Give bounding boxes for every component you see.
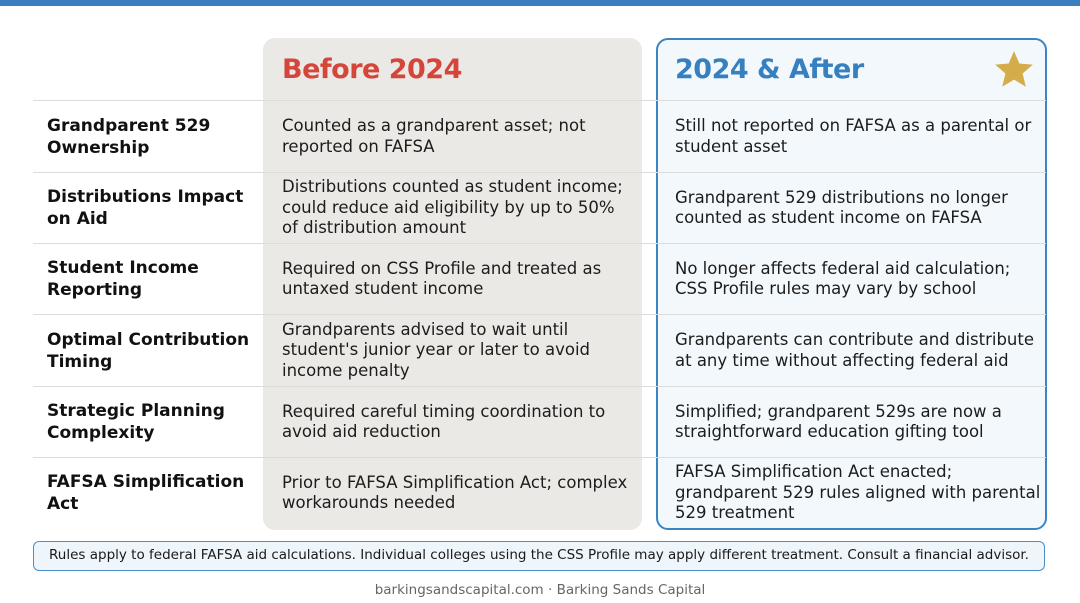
footer-attribution: barkingsandscapital.com · Barking Sands Capital [374,582,706,598]
before-cell-fafsa-simplification-act: Prior to FAFSA Simplification Act; complex workarounds needed [282,472,628,512]
row-label-distributions-impact: Distributions Impact on Aid [47,187,244,229]
before-cell-optimal-contribution-timing: Grandparents advised to wait until student's junior year or later to avoid income penalty [282,319,591,380]
top-accent-bar [0,0,1080,6]
before-cell-distributions-impact: Distributions counted as student income; could reduce aid eligibility by up to 50% of distribution amount [282,177,623,238]
row-label-optimal-contribution-timing: Optimal Contribution Timing [47,329,250,372]
after-cell-distributions-impact: Grandparent 529 distributions no longer counted as student income on FAFSA [675,187,1008,227]
row-label-grandparent-529-ownership: Grandparent 529 Ownership [47,115,211,158]
row-label-strategic-planning-complexity: Strategic Planning Complexity [47,401,225,443]
star-icon [994,49,1034,89]
row-label-fafsa-simplification-act: FAFSA Simplification Act [47,472,245,514]
before-cell-grandparent-529-ownership: Counted as a grandparent asset; not reported on FAFSA [282,116,586,156]
after-cell-optimal-contribution-timing: Grandparents can contribute and distribute at any time without affecting federal aid [675,330,1035,370]
after-cell-student-income-reporting: No longer affects federal aid calculation; CSS Profile rules may vary by school [675,258,1011,298]
before-column-header: Before 2024 [282,54,462,85]
before-cell-student-income-reporting: Required on CSS Profile and treated as untaxed student income [282,258,602,298]
after-cell-grandparent-529-ownership: Still not reported on FAFSA as a parental or student asset [675,116,1032,156]
disclaimer-note: Rules apply to federal FAFSA aid calculations. Individual colleges using the CSS Profile may apply different treatment. Consult a financial advisor. [33,541,1045,571]
after-cell-fafsa-simplification-act: FAFSA Simplification Act enacted; grandparent 529 rules aligned with parental 529 treatment [675,462,1041,523]
after-cell-strategic-planning-complexity: Simplified; grandparent 529s are now a straightforward education gifting tool [675,401,1002,441]
after-column-header: 2024 & After [675,54,864,85]
row-label-student-income-reporting: Student Income Reporting [47,258,199,300]
before-cell-strategic-planning-complexity: Required careful timing coordination to avoid aid reduction [282,401,606,441]
